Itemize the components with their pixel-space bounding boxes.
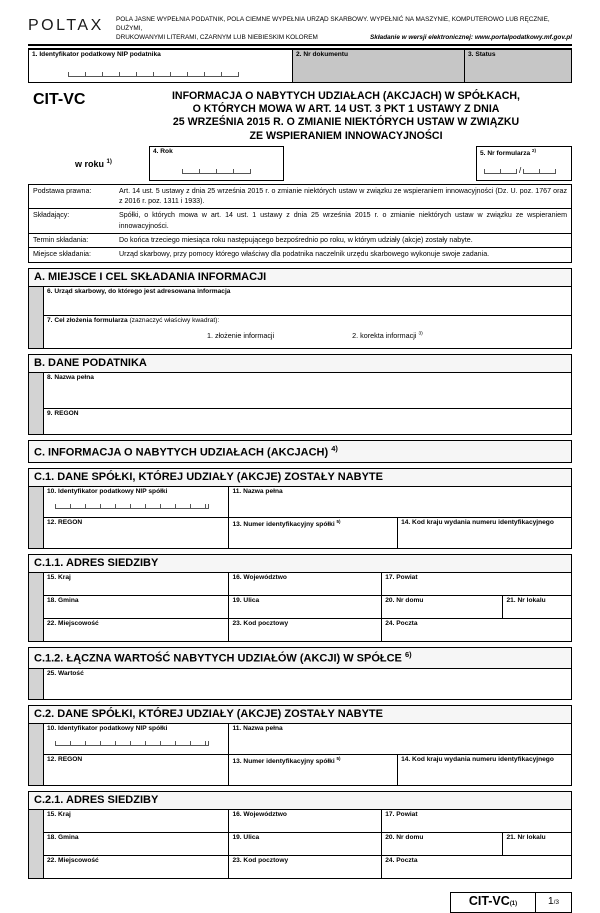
form-title <box>120 90 572 143</box>
field-nr-formularza[interactable] <box>476 146 572 181</box>
top-field-row <box>28 49 572 83</box>
section-c21-title: C.2.1. ADRES SIEDZIBY <box>29 792 571 810</box>
footer-code-sub: (1) <box>509 900 518 907</box>
tick-ruler <box>484 169 517 174</box>
section-left-strip <box>29 487 44 548</box>
field-13-sup: 5) <box>336 519 341 525</box>
section-left-strip <box>29 373 44 434</box>
section-c21 <box>28 791 572 879</box>
legal-row-miejsce <box>29 247 571 261</box>
form-code: CIT-VC <box>33 90 86 108</box>
section-c12-text: C.1.2. ŁĄCZNA WARTOŚĆ NABYTYCH UDZIAŁÓW (AKCJI) W SPÓŁCE <box>34 652 402 665</box>
poltax-logo: POLTAX <box>28 17 104 34</box>
slash-separator: / <box>519 166 522 176</box>
field-status <box>465 49 572 83</box>
field-13-label <box>232 756 394 766</box>
field-6-urzad-skarbowy[interactable] <box>44 287 571 315</box>
field-18-label: 18. Gmina <box>47 597 79 605</box>
field-20-nr-domu[interactable] <box>381 596 502 618</box>
field-22-label: 22. Miejscowość <box>47 856 99 864</box>
field-17-label: 17. Powiat <box>385 574 418 582</box>
field-13-label <box>232 519 394 529</box>
field-7-cel-zlozenia <box>44 316 571 348</box>
section-c2-title: C.2. DANE SPÓŁKI, KTÓREJ UDZIAŁY (AKCJE) ZOSTAŁY NABYTE <box>29 706 571 724</box>
field-16-wojewodztwo[interactable] <box>228 810 381 832</box>
legal-text: Do końca trzeciego miesiąca roku następującego bezpośrednio po roku, w którym udziały (akcje) zostały nabyte. <box>119 235 473 244</box>
field-8-nazwa-pelna[interactable] <box>44 373 571 408</box>
field-14-kod-kraju[interactable] <box>397 755 571 785</box>
section-c1-title: C.1. DANE SPÓŁKI, KTÓREJ UDZIAŁY (AKCJE) ZOSTAŁY NABYTE <box>29 469 571 487</box>
field-13-numer-identyfikacyjny[interactable] <box>228 518 397 548</box>
field-21-label: 21. Nr lokalu <box>506 597 546 605</box>
nr-formularza-text: 5. Nr formularza <box>480 150 531 158</box>
field-24-label: 24. Poczta <box>385 620 418 628</box>
legal-label: Składający: <box>33 211 70 220</box>
section-c12-title <box>29 648 571 669</box>
field-17-label: 17. Powiat <box>385 810 418 818</box>
w-roku-sup: 1) <box>106 157 112 165</box>
field-14-label: 14. Kod kraju wydania numeru identyfikacyjnego <box>401 519 554 527</box>
title-line-2: O KTÓRYCH MOWA W ART. 14 UST. 3 PKT 1 USTAWY Z DNIA <box>192 103 500 116</box>
field-24-label: 24. Poczta <box>385 856 418 864</box>
field-20-label: 20. Nr domu <box>385 833 424 841</box>
field-18-label: 18. Gmina <box>47 833 79 841</box>
nr-formularza-sup: 2) <box>532 147 537 153</box>
field-17-powiat[interactable] <box>381 810 571 832</box>
page-number <box>536 893 571 912</box>
field-22-miejscowosc[interactable] <box>44 619 228 641</box>
field-9-label: 9. REGON <box>47 409 79 417</box>
footer-box <box>450 892 572 913</box>
field-13-sup: 5) <box>336 755 341 761</box>
title-line-3: 25 WRZEŚNIA 2015 R. O ZMIANIE NIEKTÓRYCH USTAW W ZWIĄZKU <box>172 116 520 129</box>
efiling-note: Składanie w wersji elektronicznej: www.portalpodatkowy.mf.gov.pl <box>370 33 572 41</box>
legal-row-podstawa <box>29 185 571 209</box>
rok-tick-ruler <box>182 169 251 174</box>
page-footer <box>28 892 572 913</box>
field-nr-dokumentu <box>293 49 465 83</box>
field-22-label: 22. Miejscowość <box>47 620 99 628</box>
field-7-normal-text: (zaznaczyć właściwy kwadrat): <box>129 316 220 324</box>
field-13-text: 13. Numer identyfikacyjny spółki <box>232 758 335 766</box>
field-10-nip-spolki[interactable] <box>44 487 228 517</box>
field-13-numer-identyfikacyjny[interactable] <box>228 755 397 785</box>
field-10-label: 10. Identyfikator podatkowy NIP spółki <box>47 488 168 496</box>
notice-line-2: DRUKOWANYMI LITERAMI, CZARNYM LUB NIEBIESKIM KOLOREM <box>116 33 318 41</box>
field-6-label: 6. Urząd skarbowy, do którego jest adresowana informacja <box>47 287 231 295</box>
field-23-kod-pocztowy[interactable] <box>228 856 381 878</box>
field-15-kraj[interactable] <box>44 810 228 832</box>
field-14-kod-kraju[interactable] <box>397 518 571 548</box>
section-c-sup: 4) <box>331 443 338 453</box>
title-line-4: ZE WSPIERANIEM INNOWACYJNOŚCI <box>249 129 443 142</box>
field-7-label <box>47 317 568 325</box>
section-a-title: A. MIEJSCE I CEL SKŁADANIA INFORMACJI <box>29 269 571 287</box>
nip-tick-ruler <box>68 72 239 77</box>
field-rok-label: 4. Rok <box>152 147 173 155</box>
section-c <box>28 440 572 464</box>
section-c-text: C. INFORMACJA O NABYTYCH UDZIAŁACH (AKCJACH) <box>34 446 329 459</box>
section-b-title: B. DANE PODATNIKA <box>29 355 571 373</box>
section-c1 <box>28 468 572 549</box>
section-left-strip <box>29 573 44 641</box>
field-8-label: 8. Nazwa pełna <box>47 373 94 381</box>
section-left-strip <box>29 287 44 348</box>
field-16-label: 16. Województwo <box>232 574 287 582</box>
footer-form-code <box>451 893 536 912</box>
filling-notice <box>116 13 572 43</box>
field-doc-label: 2. Nr dokumentu <box>296 50 349 58</box>
field-18-gmina[interactable] <box>44 833 228 855</box>
field-23-kod-pocztowy[interactable] <box>228 619 381 641</box>
field-13-text: 13. Numer identyfikacyjny spółki <box>232 521 335 529</box>
option-korekta-sup: 3) <box>418 331 423 337</box>
legal-label: Termin składania: <box>33 235 89 244</box>
field-11-nazwa-pelna[interactable] <box>228 487 571 517</box>
field-19-ulica[interactable] <box>228 596 381 618</box>
field-20-label: 20. Nr domu <box>385 597 424 605</box>
field-nip-podatnika[interactable] <box>28 49 293 83</box>
field-12-regon[interactable] <box>44 518 228 548</box>
title-line-1: INFORMACJA O NABYTYCH UDZIAŁACH (AKCJACH) W SPÓŁKACH, <box>171 89 520 102</box>
legal-text: Art. 14 ust. 5 ustawy z dnia 25 września 2015 r. o zmianie niektórych ustaw w związku ze wspieraniem innowacyjności (Dz. U. poz. 1767 oraz z 2016 r. poz. 1311 i 1933). <box>119 186 567 206</box>
section-b <box>28 354 572 435</box>
legal-label: Podstawa prawna: <box>33 186 92 195</box>
field-7-bold-text: 7. Cel złożenia formularza <box>47 316 128 324</box>
legal-row-termin <box>29 233 571 247</box>
nip-tick-ruler <box>55 504 209 509</box>
field-nr-formularza-label <box>480 148 568 158</box>
legal-text: Urząd skarbowy, przy pomocy którego właściwy dla podatnika naczelnik urzędu skarbowego wykonuje swoje zadania. <box>119 250 490 259</box>
field-18-gmina[interactable] <box>44 596 228 618</box>
nr-formularza-ruler <box>484 168 564 174</box>
field-16-wojewodztwo[interactable] <box>228 573 381 595</box>
w-roku-label <box>75 158 112 181</box>
notice-line-1: POLA JASNE WYPEŁNIA PODATNIK, POLA CIEMNE WYPEŁNIA URZĄD SKARBOWY. WYPEŁNIĆ NA MASZYNIE, KOMPUTEROWO LUB RĘCZNIE, DUŻYMI, <box>116 16 550 32</box>
field-21-nr-lokalu[interactable] <box>502 596 571 618</box>
field-21-label: 21. Nr lokalu <box>506 833 546 841</box>
field-17-powiat[interactable] <box>381 573 571 595</box>
field-12-label: 12. REGON <box>47 755 83 763</box>
section-left-strip <box>29 810 44 878</box>
field-10-nip-spolki[interactable] <box>44 724 228 754</box>
section-c11-title: C.1.1. ADRES SIEDZIBY <box>29 555 571 573</box>
section-left-strip <box>29 724 44 785</box>
field-15-label: 15. Kraj <box>47 574 71 582</box>
legal-label: Miejsce składania: <box>33 250 91 259</box>
section-c12 <box>28 647 572 700</box>
field-24-poczta[interactable] <box>381 619 571 641</box>
field-11-label: 11. Nazwa pełna <box>232 488 283 496</box>
field-12-label: 12. REGON <box>47 519 83 527</box>
field-12-regon[interactable] <box>44 755 228 785</box>
legal-row-skladajacy <box>29 208 571 233</box>
field-25-wartosc[interactable] <box>44 669 571 699</box>
tick-ruler <box>523 169 556 174</box>
section-c11 <box>28 554 572 642</box>
field-25-label: 25. Wartość <box>47 669 84 677</box>
option-zlozenie-informacji[interactable]: 1. złożenie informacji <box>207 330 275 340</box>
field-11-nazwa-pelna[interactable] <box>228 724 571 754</box>
option-korekta-informacji[interactable] <box>352 331 423 340</box>
section-a <box>28 268 572 349</box>
section-left-strip <box>29 669 44 699</box>
legal-basis-table <box>28 184 572 263</box>
year-row <box>28 146 572 181</box>
field-19-label: 19. Ulica <box>232 597 260 605</box>
field-16-label: 16. Województwo <box>232 810 287 818</box>
section-c-title <box>29 441 571 463</box>
field-11-label: 11. Nazwa pełna <box>232 724 283 732</box>
field-23-label: 23. Kod pocztowy <box>232 856 289 864</box>
field-23-label: 23. Kod pocztowy <box>232 620 289 628</box>
footer-code-text: CIT-VC <box>468 893 510 908</box>
page-total: /3 <box>553 898 559 906</box>
field-19-ulica[interactable] <box>228 833 381 855</box>
page-current: 1 <box>548 895 554 907</box>
field-21-nr-lokalu[interactable] <box>502 833 571 855</box>
field-9-regon[interactable] <box>44 409 571 434</box>
w-roku-text: w roku <box>75 158 105 169</box>
field-19-label: 19. Ulica <box>232 833 260 841</box>
field-24-poczta[interactable] <box>381 856 571 878</box>
field-20-nr-domu[interactable] <box>381 833 502 855</box>
field-15-label: 15. Kraj <box>47 810 71 818</box>
field-status-label: 3. Status <box>468 50 496 58</box>
nip-tick-ruler <box>55 741 209 746</box>
page-header <box>28 13 572 43</box>
field-22-miejscowosc[interactable] <box>44 856 228 878</box>
title-block <box>28 90 572 143</box>
section-c2 <box>28 705 572 786</box>
field-nip-label: 1. Identyfikator podatkowy NIP podatnika <box>32 50 161 58</box>
field-10-label: 10. Identyfikator podatkowy NIP spółki <box>47 724 168 732</box>
field-rok[interactable] <box>149 146 284 181</box>
legal-text: Spółki, o których mowa w art. 14 ust. 1 ustawy z dnia 25 września 2015 r. o zmianie niektórych ustaw w związku ze wspieraniem innowacyjności. <box>119 211 567 230</box>
field-15-kraj[interactable] <box>44 573 228 595</box>
section-c12-sup: 6) <box>404 650 412 660</box>
field-14-label: 14. Kod kraju wydania numeru identyfikacyjnego <box>401 755 554 763</box>
option-korekta-text: 2. korekta informacji <box>352 330 417 340</box>
